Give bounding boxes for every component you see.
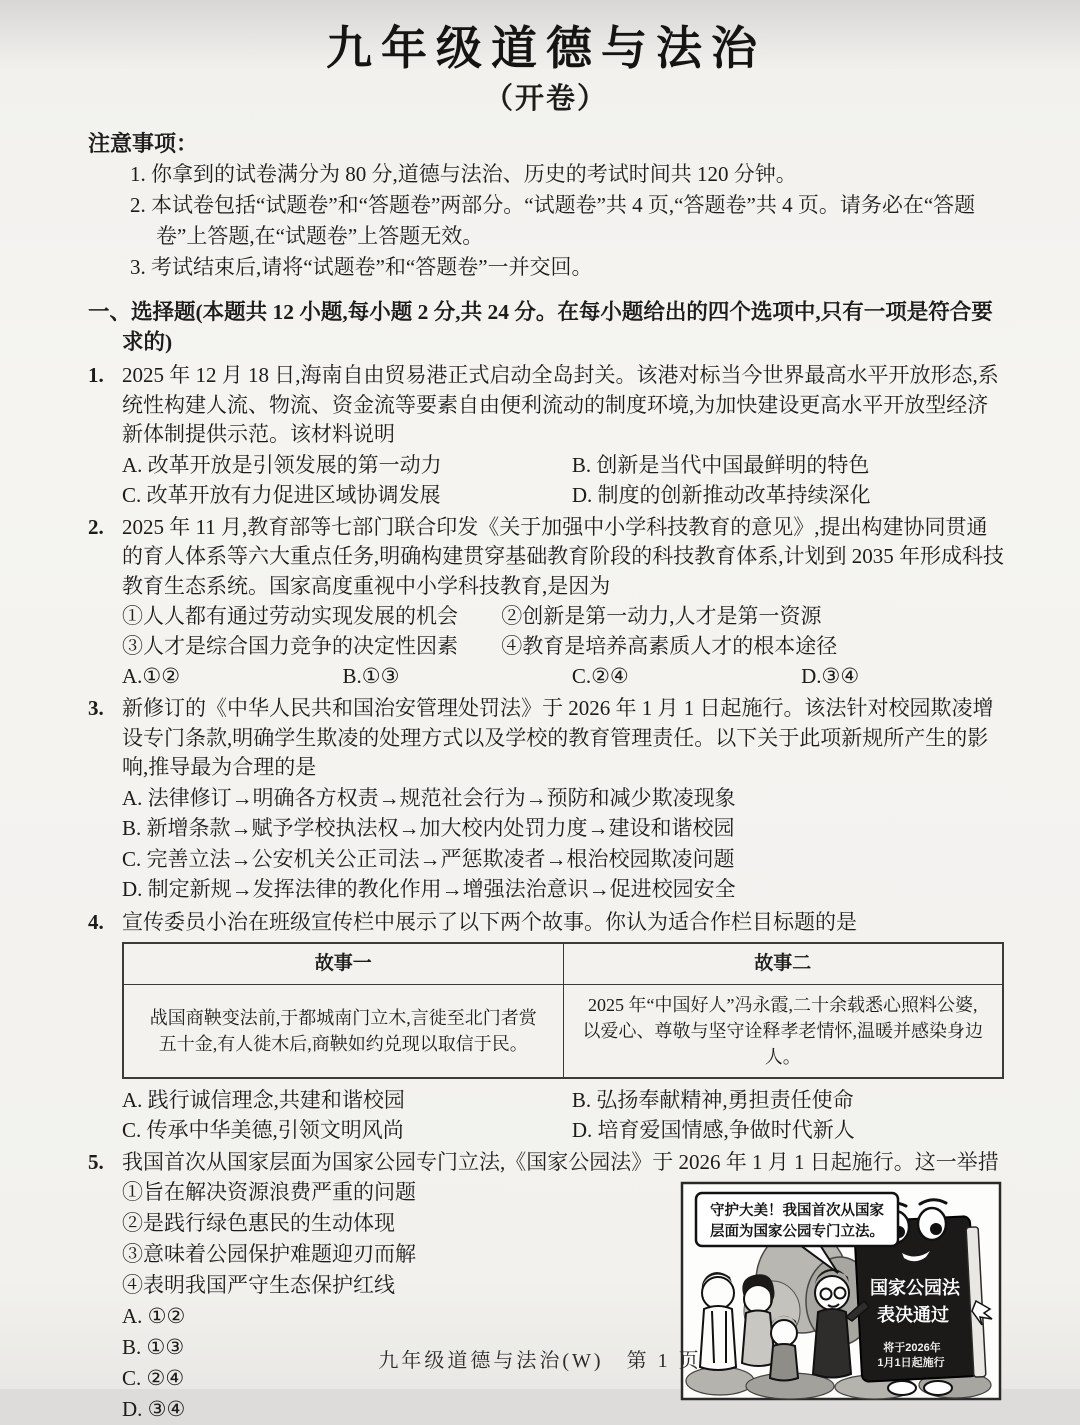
question-4-option-c: C. 传承中华美德,引领文明风尚 bbox=[122, 1115, 572, 1145]
question-2-statement-3: ③人才是综合国力竞争的决定性因素 bbox=[122, 631, 501, 661]
question-5-option-c: C. ②④ bbox=[122, 1363, 670, 1394]
story-two-cell: 2025 年“中国好人”冯永霞,二十余载悉心照料公婆,以爱心、尊敬与坚守诠释孝老情怀,温暖并感染身边人。 bbox=[563, 984, 1003, 1078]
question-2-option-d: D.③④ bbox=[801, 661, 1004, 691]
question-2-option-c: C.②④ bbox=[572, 661, 801, 691]
question-5-option-a: A. ①② bbox=[122, 1301, 670, 1332]
question-2-number: 2. bbox=[88, 513, 122, 602]
question-2-stem: 2025 年 11 月,教育部等七部门联合印发《关于加强中小学科技教育的意见》,提出构建协同贯通的育人体系等六大重点任务,明确构建贯穿基础教育阶段的科技教育体系,计划到 2035 年形成科技教育生态系统。国家高度重视中小学科技教育,是因为 bbox=[122, 513, 1004, 602]
question-5-statement-2: ②是践行绿色惠民的生动体现 bbox=[122, 1208, 670, 1239]
question-1-options bbox=[122, 450, 1004, 510]
question-1-option-c: C. 改革开放有力促进区域协调发展 bbox=[122, 480, 572, 510]
question-2-option-a: A.①② bbox=[122, 661, 343, 691]
question-1-option-b: B. 创新是当代中国最鲜明的特色 bbox=[572, 450, 1004, 480]
page-title: 九年级道德与法治 bbox=[88, 20, 1004, 78]
question-3-option-a: A. 法律修订→明确各方权责→规范社会行为→预防和减少欺凌现象 bbox=[122, 783, 1004, 814]
question-2-option-b: B.①③ bbox=[343, 661, 572, 691]
book-foot-left bbox=[888, 1381, 916, 1395]
question-5-option-b: B. ①③ bbox=[122, 1332, 670, 1363]
story-table bbox=[122, 942, 1004, 1079]
question-2-statement-1: ①人人都有通过劳动实现发展的机会 bbox=[122, 601, 501, 631]
question-1 bbox=[88, 361, 1004, 510]
question-5-statement-3: ③意味着公园保护难题迎刃而解 bbox=[122, 1239, 670, 1270]
question-1-option-a: A. 改革开放是引领发展的第一动力 bbox=[122, 450, 572, 480]
question-3-option-c: C. 完善立法→公安机关公正司法→严惩欺凌者→根治校园欺凌问题 bbox=[122, 844, 1004, 875]
story-table-header-row bbox=[123, 943, 1003, 984]
question-4 bbox=[88, 908, 1004, 1145]
story-table-body-row bbox=[123, 984, 1003, 1078]
book-subtitle-line-2: 1月1日起施行 bbox=[877, 1355, 944, 1369]
question-2 bbox=[88, 513, 1004, 692]
notice-heading: 注意事项： bbox=[88, 128, 1004, 159]
book-subtitle-line-1: 将于2026年 bbox=[883, 1340, 940, 1354]
question-4-option-a: A. 践行诚信理念,共建和谐校园 bbox=[122, 1085, 572, 1115]
question-5-statement-1: ①旨在解决资源浪费严重的问题 bbox=[122, 1177, 670, 1208]
question-1-option-d: D. 制度的创新推动改革持续深化 bbox=[572, 480, 1004, 510]
question-1-number: 1. bbox=[88, 361, 122, 450]
bubble-text-line-1: 守护大美！我国首次从国家 bbox=[710, 1201, 884, 1219]
question-2-options bbox=[122, 661, 1004, 691]
book-foot-right bbox=[924, 1381, 952, 1395]
question-1-stem: 2025 年 12 月 18 日,海南自由贸易港正式启动全岛封关。该港对标当今世界最高水平开放形态,系统性构建人流、物流、资金流等要素自由便利流动的制度环境,为加快建设更高水平开放型经济新体制提供示范。该材料说明 bbox=[122, 361, 1004, 450]
section-one-heading: 一、选择题(本题共 12 小题,每小题 2 分,共 24 分。在每小题给出的四个选项中,只有一项是符合要求的) bbox=[88, 297, 1004, 357]
question-3 bbox=[88, 694, 1004, 905]
question-5-statement-4: ④表明我国严守生态保护红线 bbox=[122, 1270, 670, 1301]
notice-item-1: 1. 你拿到的试卷满分为 80 分,道德与法治、历史的考试时间共 120 分钟。 bbox=[130, 159, 1004, 190]
notice-block bbox=[88, 128, 1004, 283]
question-2-statement-4: ④教育是培养高素质人才的根本途径 bbox=[501, 631, 1004, 661]
notice-item-3: 3. 考试结束后,请将“试题卷”和“答题卷”一并交回。 bbox=[130, 252, 1004, 283]
question-5 bbox=[88, 1148, 1004, 1425]
page-footer: 九年级道德与法治(W) 第 1 页 bbox=[0, 1344, 1080, 1373]
question-3-option-b: B. 新增条款→赋予学校执法权→加大校内处罚力度→建设和谐校园 bbox=[122, 813, 1004, 844]
question-3-option-d: D. 制定新规→发挥法律的教化作用→增强法治意识→促进校园安全 bbox=[122, 874, 1004, 905]
question-4-stem: 宣传委员小治在班级宣传栏中展示了以下两个故事。你认为适合作栏目标题的是 bbox=[122, 908, 1004, 938]
question-4-option-d: D. 培育爱国情感,争做时代新人 bbox=[572, 1115, 1004, 1145]
question-3-options bbox=[122, 783, 1004, 905]
story-table-header-1: 故事一 bbox=[123, 943, 563, 984]
question-5-body bbox=[122, 1177, 1004, 1425]
page-subtitle: （开卷） bbox=[88, 78, 1004, 120]
question-5-option-d: D. ③④ bbox=[122, 1394, 670, 1425]
story-table-header-2: 故事二 bbox=[563, 943, 1003, 984]
notice-item-2: 2. 本试卷包括“试题卷”和“答题卷”两部分。“试题卷”共 4 页,“答题卷”共 4 页。请务必在“答题卷”上答题,在“试题卷”上答题无效。 bbox=[130, 190, 1004, 252]
story-one-cell: 战国商鞅变法前,于都城南门立木,言徙至北门者赏五十金,有人徙木后,商鞅如约兑现以取信于民。 bbox=[123, 984, 563, 1078]
question-5-number: 5. bbox=[88, 1148, 122, 1178]
question-2-statement-2: ②创新是第一动力,人才是第一资源 bbox=[501, 601, 1004, 631]
question-3-number: 3. bbox=[88, 694, 122, 783]
question-2-subitems bbox=[122, 601, 1004, 661]
question-4-number: 4. bbox=[88, 908, 122, 938]
book-title-line-2: 表决通过 bbox=[877, 1304, 949, 1325]
question-5-statements-options bbox=[122, 1177, 670, 1425]
notice-items bbox=[88, 159, 1004, 283]
question-3-stem: 新修订的《中华人民共和国治安管理处罚法》于 2026 年 1 月 1 日起施行。该法针对校园欺凌增设专门条款,明确学生欺凌的处理方式以及学校的教育管理责任。以下关于此项新规所产生的影响,推导最为合理的是 bbox=[122, 694, 1004, 783]
question-4-table-wrap bbox=[122, 942, 1004, 1079]
question-4-options bbox=[122, 1085, 1004, 1145]
bubble-text-line-2: 层面为国家公园专门立法。 bbox=[710, 1222, 884, 1240]
question-5-stem: 我国首次从国家层面为国家公园专门立法,《国家公园法》于 2026 年 1 月 1 日起施行。这一举措 bbox=[122, 1148, 1004, 1178]
question-4-option-b: B. 弘扬奉献精神,勇担责任使命 bbox=[572, 1085, 1004, 1115]
book-title-line-1: 国家公园法 bbox=[870, 1277, 961, 1298]
